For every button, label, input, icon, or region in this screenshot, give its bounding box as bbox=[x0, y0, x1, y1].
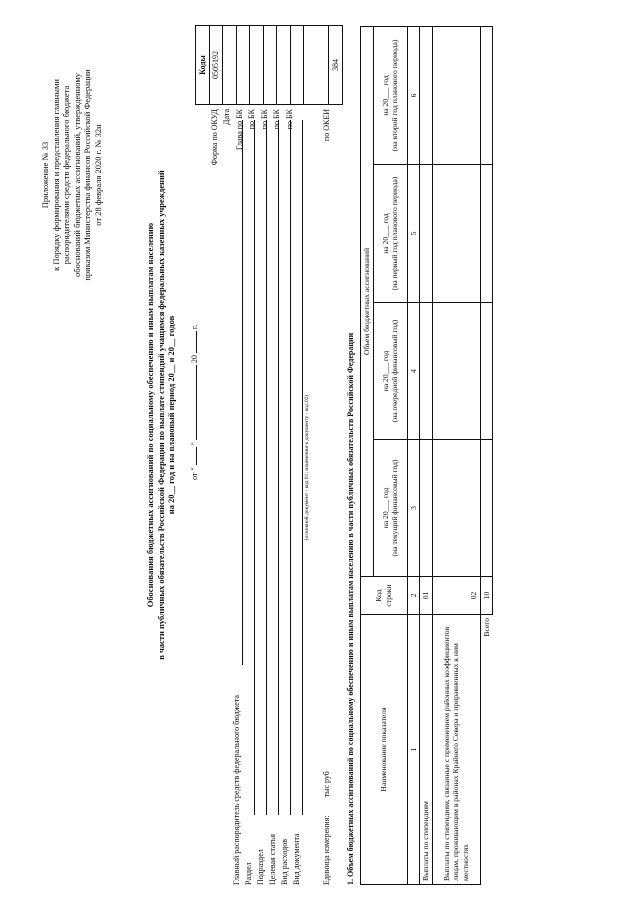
razdel-code bbox=[250, 26, 264, 105]
okei-label: по ОКЕИ bbox=[322, 109, 331, 142]
row-cell bbox=[420, 303, 433, 440]
appendix-line: распорядителями средств федерального бюджета bbox=[61, 85, 71, 265]
vr-label: Вид расходов bbox=[280, 839, 289, 885]
col-num: 5 bbox=[407, 165, 420, 303]
cs-bk-label: по БК bbox=[272, 109, 281, 130]
date-year-prefix: 20 bbox=[190, 355, 199, 364]
row-cell bbox=[420, 440, 433, 577]
date-quote: " bbox=[190, 442, 199, 446]
doc-type-label: Вид документа bbox=[292, 833, 301, 885]
row-cell bbox=[420, 165, 433, 303]
col-y1-header bbox=[373, 440, 407, 577]
doc-type-underline bbox=[302, 120, 303, 815]
row-code: 01 bbox=[420, 577, 433, 615]
col-y2-desc: (на очередной финансовый год) bbox=[390, 319, 399, 423]
podrazdel-underline bbox=[266, 120, 267, 815]
codes-box bbox=[195, 25, 343, 105]
doc-type-hint: (основной документ - код 01; изменения к документу - код 02) bbox=[304, 394, 310, 541]
title-line: на 20__ год и на плановый период 20__ и 20__ годов bbox=[166, 315, 176, 515]
col-num: 2 bbox=[407, 577, 420, 615]
total-row bbox=[480, 26, 493, 884]
date-year-suffix: г. bbox=[190, 324, 199, 330]
okud-code: 0505192 bbox=[209, 26, 223, 105]
col-y4-year: на 20___ год bbox=[380, 75, 390, 116]
glava-label: Глава по БК bbox=[235, 109, 244, 150]
date-label: Дата bbox=[222, 109, 231, 125]
okei-code: 384 bbox=[329, 26, 343, 105]
cs-underline bbox=[278, 120, 279, 815]
podrazdel-bk-label: по БК bbox=[260, 109, 269, 130]
col-num: 4 bbox=[407, 303, 420, 440]
budget-table bbox=[360, 27, 493, 885]
razdel-bk-label: по БК bbox=[247, 109, 256, 130]
date-line bbox=[190, 260, 200, 480]
document-title bbox=[145, 125, 177, 705]
col-y3-header bbox=[373, 165, 407, 303]
total-cell bbox=[480, 303, 493, 440]
unit-value: тыс руб bbox=[322, 771, 331, 798]
row-name: Выплаты по стипендиям bbox=[420, 615, 433, 885]
vr-code bbox=[290, 26, 304, 105]
col-code-header: Код строки bbox=[361, 577, 408, 615]
appendix-line: приказом Министерства финансов Российской Федерации bbox=[82, 69, 92, 281]
appendix-line: от 28 февраля 2020 г. № 32н bbox=[92, 124, 103, 226]
col-y2-header bbox=[373, 303, 407, 440]
col-num: 1 bbox=[407, 615, 420, 885]
row-cell bbox=[420, 26, 433, 164]
razdel-underline bbox=[254, 120, 255, 815]
podrazdel-label: Подраздел bbox=[256, 849, 265, 885]
grbs-underline bbox=[242, 120, 243, 665]
col-y1-desc: (на текущий финансовый год) bbox=[390, 459, 399, 557]
total-code: 10 bbox=[480, 577, 493, 615]
col-y1-year: на 20___ год bbox=[380, 487, 390, 529]
section-heading: 1. Объем бюджетных ассигнований по социальному обеспечению и иным выплатам населению в части публичных обязательств Российской Федерации bbox=[346, 332, 355, 885]
cs-code bbox=[277, 26, 291, 105]
doc-code bbox=[304, 26, 329, 105]
glava-code bbox=[236, 26, 250, 105]
total-cell bbox=[480, 440, 493, 577]
unit-label bbox=[322, 771, 332, 885]
title-line: Обоснования бюджетных ассигнований по социальному обеспечению и иным выплатам населению bbox=[145, 222, 155, 608]
date-from: от " bbox=[190, 467, 199, 480]
table-row bbox=[420, 26, 433, 884]
row-code: 02 bbox=[432, 577, 480, 615]
unit-label-text: Единица измерения: bbox=[322, 815, 331, 885]
col-y3-year: на 20___ год bbox=[380, 213, 390, 254]
col-y2-year: на 20___ год bbox=[380, 350, 390, 392]
date-code bbox=[223, 26, 237, 105]
podrazdel-code bbox=[263, 26, 277, 105]
col-volume-header: Объем бюджетных ассигнований bbox=[361, 26, 374, 576]
col-y3-desc: (на первый год планового периода) bbox=[390, 176, 399, 291]
appendix-line: Приложение № 33 bbox=[40, 141, 50, 209]
col-y4-desc: (на второй год планового периода) bbox=[390, 39, 399, 152]
okud-label: Форма по ОКУД bbox=[210, 109, 219, 166]
total-cell bbox=[480, 165, 493, 303]
col-name-header: Наименование показателя bbox=[361, 615, 408, 885]
row-cell bbox=[432, 26, 480, 164]
total-label: Всего bbox=[480, 615, 493, 885]
vr-bk-label: по БК bbox=[285, 109, 294, 130]
appendix-block bbox=[40, 50, 103, 300]
vr-underline bbox=[290, 120, 291, 815]
total-cell bbox=[480, 26, 493, 164]
col-y4-header bbox=[373, 26, 407, 164]
appendix-line: к Порядку формирования и представления главными bbox=[50, 79, 61, 271]
appendix-line: обоснований бюджетных ассигнований, утвержденному bbox=[71, 73, 82, 277]
col-num: 3 bbox=[407, 440, 420, 577]
table-row bbox=[432, 26, 480, 884]
grbs-label: Главный распорядитель средств федерального бюджета bbox=[232, 695, 241, 885]
col-num: 6 bbox=[407, 26, 420, 164]
title-line: в части публичных обязательств Российской Федерации по выплате стипендий учащимся федеральных казенных учреждений bbox=[155, 170, 166, 660]
row-name: Выплаты по стипендиям, связанные с применением районных коэффициентов лицам, проживающим в районах Крайнего Севера и приравненных к ним местностях bbox=[432, 615, 480, 885]
row-cell bbox=[432, 440, 480, 577]
row-cell bbox=[432, 165, 480, 303]
row-cell bbox=[432, 303, 480, 440]
razdel-label: Раздел bbox=[244, 862, 253, 885]
codes-header: Коды bbox=[196, 26, 210, 105]
cs-label: Целевая статья bbox=[268, 833, 277, 885]
